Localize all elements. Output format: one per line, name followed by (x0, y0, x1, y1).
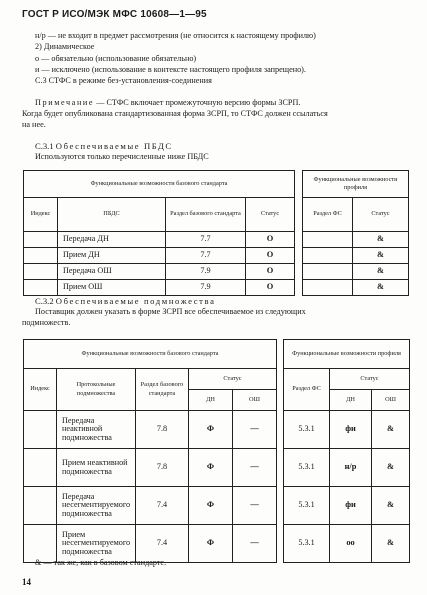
table2-row-section: 7.4 (136, 487, 189, 525)
table2-row-osh: — (233, 525, 277, 563)
table2-row-profile-osh: & (372, 525, 410, 563)
legend-line-mandatory: о — обязательно (использование обязательно) (35, 54, 197, 63)
table1-header-pbds: ПБДС (58, 198, 166, 232)
table2-row-index (24, 411, 57, 449)
table1-row-name: Прием ОШ (58, 280, 166, 296)
table1-header-fs: Раздел ФС (303, 198, 353, 232)
table2-header-profile-status: Статус (330, 369, 410, 390)
note-line-3: на нее. (22, 120, 46, 129)
table2-header-osh: ОШ (233, 390, 277, 411)
table2-row-osh: — (233, 487, 277, 525)
table2-row-profile-osh: & (372, 487, 410, 525)
table2-base-standard (23, 339, 277, 563)
table2-row-profile-dn: фи (330, 411, 372, 449)
section-c32-line-1: Поставщик должен указать в форме ЗСРП все обеспечиваемое из следующих (35, 307, 306, 316)
legend-line-excluded: и — исключено (использование в контексте настоящего профиля запрещено). (35, 65, 306, 74)
table1-row-section: 7.9 (166, 264, 246, 280)
page-header: ГОСТ Р ИСО/МЭК МФС 10608—1—95 (22, 9, 207, 20)
section-c31-number: С.3.1 (35, 141, 54, 151)
table2-right-title: Функциональные возможности профиля (284, 340, 410, 369)
table2-row-profile-osh: & (372, 411, 410, 449)
table2-row-osh: — (233, 411, 277, 449)
table1-right-title: Функциональные возможности профиля (303, 171, 409, 198)
table1-row-section: 7.7 (166, 248, 246, 264)
table2-row-profile-dn: н/р (330, 449, 372, 487)
table2-row-profile-dn: фи (330, 487, 372, 525)
section-c31-subtitle: Используются только перечисленные ниже ПБДС (35, 152, 209, 161)
table2-row-fs: 5.3.1 (284, 487, 330, 525)
section-c32-title: Обеспечиваемые подмножества (55, 296, 216, 306)
table1-row-status: О (246, 248, 295, 264)
table1-header-section: Раздел базового стандарта (166, 198, 246, 232)
section-c32-number: С.3.2 (35, 296, 54, 306)
table2-header-profile-osh: ОШ (372, 390, 410, 411)
table1-header-profile-status: Статус (353, 198, 409, 232)
table1-row-profile-status: & (353, 248, 409, 264)
legend-line-dynamic: 2) Динамическое (35, 42, 95, 51)
table1-row-profile-status: & (353, 264, 409, 280)
table1-row-name: Прием ДН (58, 248, 166, 264)
table2-row-dn: Ф (189, 525, 233, 563)
table1-row-fs (303, 264, 353, 280)
table1-row-index (24, 280, 58, 296)
table1-row-name: Передача ДН (58, 232, 166, 248)
note-label: Примечание (35, 98, 95, 107)
table1-row-profile-status: & (353, 232, 409, 248)
table2-row-name: Прием неактивной подмножества (57, 449, 136, 487)
page-number: 14 (22, 577, 31, 587)
table2-header-subsets: Протокольные подмножества (57, 369, 136, 411)
section-c31-heading (35, 141, 173, 151)
table1-row-fs (303, 248, 353, 264)
table2-header-section: Раздел базового стандарта (136, 369, 189, 411)
table2-row-section: 7.8 (136, 449, 189, 487)
table1-row-section: 7.9 (166, 280, 246, 296)
table2-row-fs: 5.3.1 (284, 449, 330, 487)
table2-row-section: 7.4 (136, 525, 189, 563)
table1-row-index (24, 248, 58, 264)
section-c3-heading: С.3 СТФС в режиме без-установления-соединения (35, 76, 212, 85)
table2-left-title: Функциональные возможности базового стандарта (24, 340, 277, 369)
table2-row-profile-osh: & (372, 449, 410, 487)
table2-row-dn: Ф (189, 411, 233, 449)
note-text: — СТФС включает промежуточную версию формы ЗСРП. (94, 98, 301, 107)
section-c31-title: Обеспечиваемые ПБДС (55, 141, 173, 151)
table1-profile (302, 170, 409, 296)
table1-row-name: Передача ОШ (58, 264, 166, 280)
table1-header-status: Статус (246, 198, 295, 232)
table2-header-profile-dn: ДН (330, 390, 372, 411)
table2-row-index (24, 449, 57, 487)
table2-row-dn: Ф (189, 487, 233, 525)
table2-row-profile-dn: оо (330, 525, 372, 563)
footnote: & — так же, как в базовом стандарте. (35, 558, 167, 567)
table2-row-index (24, 487, 57, 525)
legend-line-nr: н/р — не входит в предмет рассмотрения (не относится к настоящему профилю) (35, 31, 316, 40)
table1-base-standard (23, 170, 295, 296)
table1-row-status: О (246, 232, 295, 248)
table1-row-profile-status: & (353, 280, 409, 296)
table2-header-fs: Раздел ФС (284, 369, 330, 411)
table1-row-fs (303, 280, 353, 296)
section-c32-heading (35, 296, 215, 306)
table1-row-index (24, 232, 58, 248)
table2-row-osh: — (233, 449, 277, 487)
table2-row-name: Передача неактивной подмножества (57, 411, 136, 449)
table2-row-dn: Ф (189, 449, 233, 487)
table2-row-name: Передача несегментируемого подмножества (57, 487, 136, 525)
table1-row-fs (303, 232, 353, 248)
table1-row-section: 7.7 (166, 232, 246, 248)
table2-profile (283, 339, 410, 563)
table2-row-name: Прием несегментируемого подмножества (57, 525, 136, 563)
table2-row-section: 7.8 (136, 411, 189, 449)
note-line-1 (35, 98, 300, 108)
table2-row-fs: 5.3.1 (284, 411, 330, 449)
section-c32-line-2: подмножеств. (22, 318, 71, 327)
table2-row-index (24, 525, 57, 563)
table1-row-status: О (246, 264, 295, 280)
table1-header-index: Индекс (24, 198, 58, 232)
table1-row-status: О (246, 280, 295, 296)
table2-header-dn: ДН (189, 390, 233, 411)
table1-row-index (24, 264, 58, 280)
table2-row-fs: 5.3.1 (284, 525, 330, 563)
table1-left-title: Функциональные возможности базового стандарта (24, 171, 295, 198)
table2-header-status: Статус (189, 369, 277, 390)
table2-header-index: Индекс (24, 369, 57, 411)
note-line-2: Когда будет опубликована стандартизованная форма ЗСРП, то СТФС должен ссылаться (22, 109, 328, 118)
